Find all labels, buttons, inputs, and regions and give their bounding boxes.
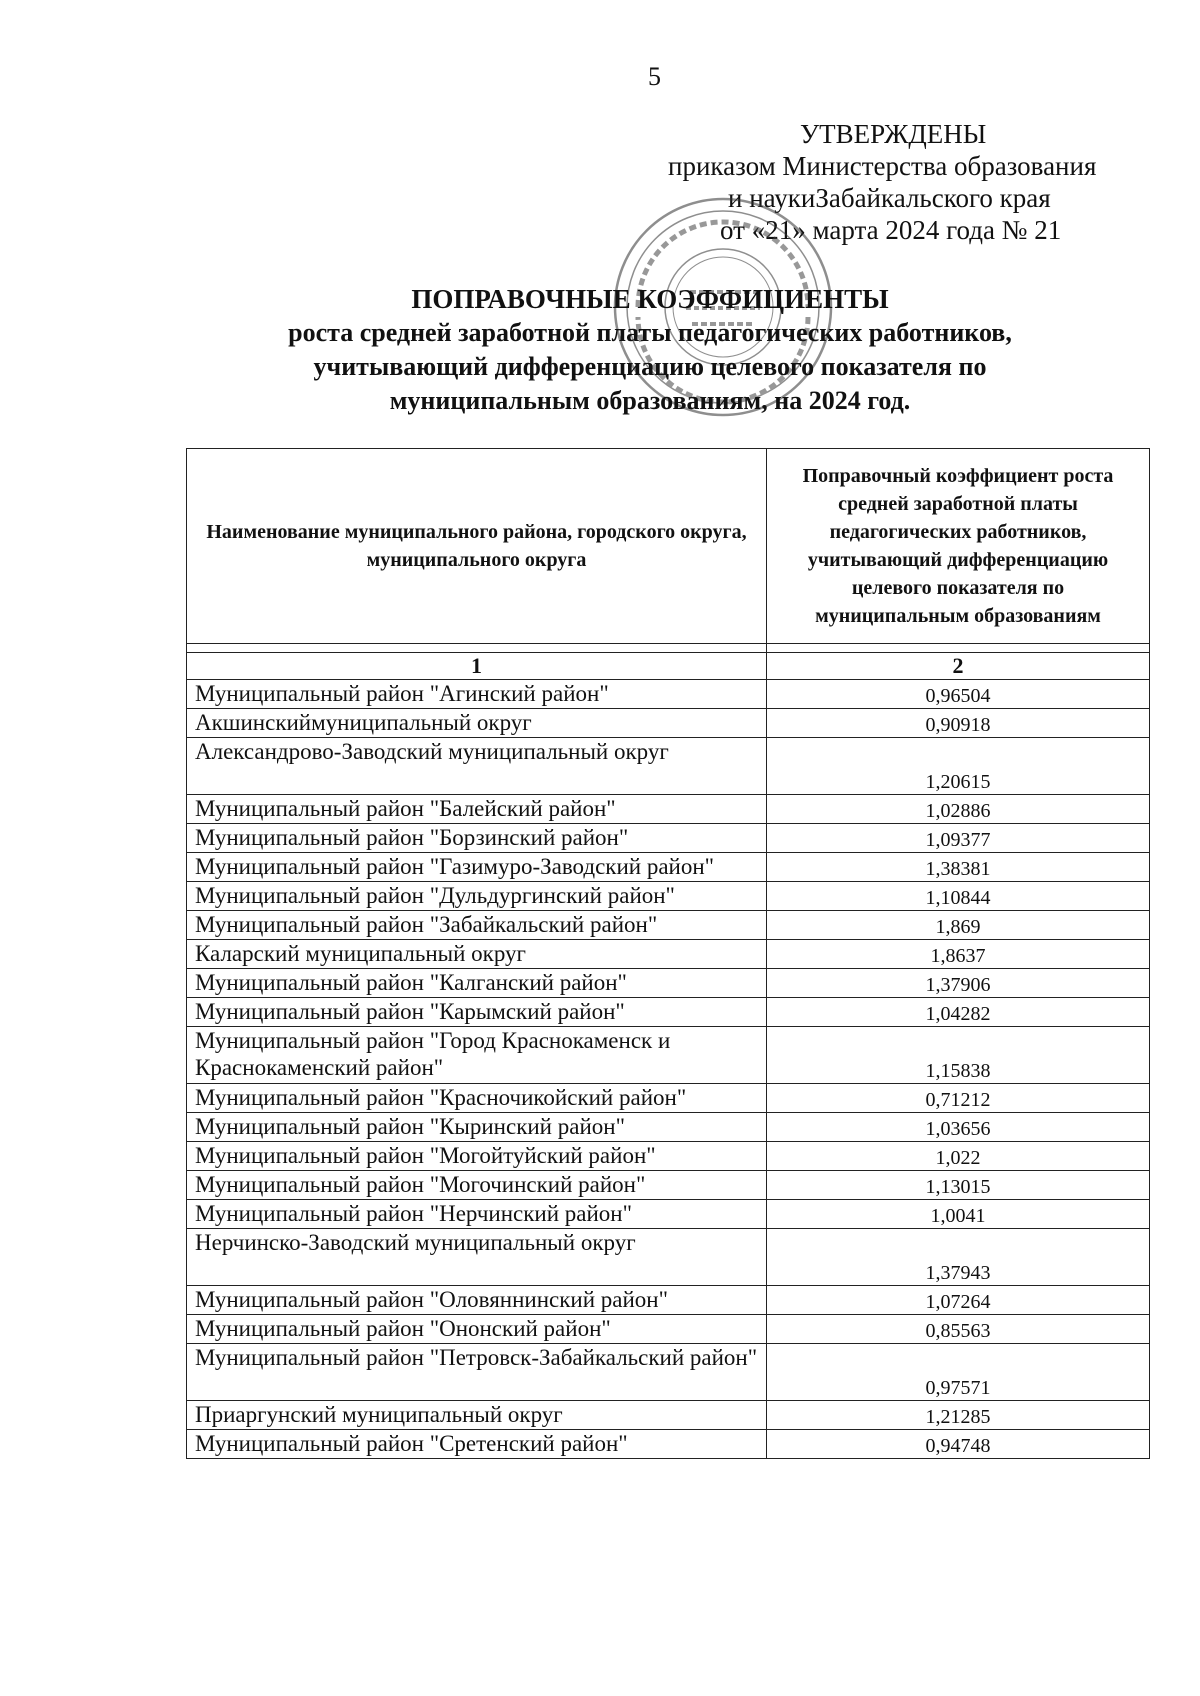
municipality-name: Муниципальный район "Красночикойский район" <box>187 1084 767 1113</box>
table-row <box>187 1200 1150 1229</box>
municipality-name: Муниципальный район "Оловяннинский район" <box>187 1286 767 1315</box>
table-row <box>187 1113 1150 1142</box>
municipality-name: Муниципальный район "Газимуро-Заводский район" <box>187 853 767 882</box>
coefficient-value: 1,37906 <box>767 969 1150 998</box>
coefficient-value: 1,869 <box>767 911 1150 940</box>
municipality-name: Муниципальный район "Сретенский район" <box>187 1430 767 1459</box>
coefficient-value: 0,85563 <box>767 1315 1150 1344</box>
page-number: 5 <box>648 62 661 91</box>
coefficient-value: 1,37943 <box>767 1229 1150 1286</box>
municipality-name: Муниципальный район "Могойтуйский район" <box>187 1142 767 1171</box>
table-row <box>187 911 1150 940</box>
table-row <box>187 824 1150 853</box>
approval-block <box>668 118 1128 246</box>
table-row <box>187 1142 1150 1171</box>
title-line-1: ПОПРАВОЧНЫЕ КОЭФФИЦИЕНТЫ <box>411 284 889 314</box>
municipality-name: Муниципальный район "Дульдургинский район" <box>187 882 767 911</box>
table-row <box>187 1229 1150 1286</box>
header-spacer <box>187 644 1150 653</box>
table-row <box>187 882 1150 911</box>
table-row <box>187 1401 1150 1430</box>
municipality-name: Муниципальный район "Петровск-Забайкальский район" <box>187 1344 767 1401</box>
table-row <box>187 709 1150 738</box>
coefficient-value: 0,94748 <box>767 1430 1150 1459</box>
coefficient-value: 0,96504 <box>767 680 1150 709</box>
column-number-2: 2 <box>767 653 1150 680</box>
coefficient-value: 1,02886 <box>767 795 1150 824</box>
municipality-name: Муниципальный район "Город Краснокаменск и Краснокаменский район" <box>187 1027 767 1084</box>
table-row <box>187 795 1150 824</box>
table-row <box>187 940 1150 969</box>
coefficient-value: 0,71212 <box>767 1084 1150 1113</box>
table-row <box>187 1344 1150 1401</box>
title-line-4: муниципальным образованиям, на 2024 год. <box>389 386 911 415</box>
coefficient-value: 1,03656 <box>767 1113 1150 1142</box>
table-row <box>187 1430 1150 1459</box>
column-number-1: 1 <box>187 653 767 680</box>
table-row <box>187 1084 1150 1113</box>
coefficients-table <box>186 448 1150 1459</box>
approval-line-4: от «21» марта 2024 года № 21 <box>720 215 1062 245</box>
coefficient-value: 1,0041 <box>767 1200 1150 1229</box>
title-line-2: роста средней заработной платы педагогических работников, <box>288 318 1012 347</box>
approval-line-2: приказом Министерства образования <box>668 151 1097 181</box>
municipality-name: Каларский муниципальный округ <box>187 940 767 969</box>
approval-line-1: УТВЕРЖДЕНЫ <box>800 119 987 149</box>
column-number-row <box>187 653 1150 680</box>
municipality-name: Муниципальный район "Ононский район" <box>187 1315 767 1344</box>
document-title <box>190 282 1110 418</box>
municipality-name: Муниципальный район "Калганский район" <box>187 969 767 998</box>
coefficient-value: 1,8637 <box>767 940 1150 969</box>
coefficient-value: 1,022 <box>767 1142 1150 1171</box>
coefficient-value: 0,90918 <box>767 709 1150 738</box>
table-row <box>187 680 1150 709</box>
municipality-name: Александрово-Заводский муниципальный округ <box>187 738 767 795</box>
table-row <box>187 853 1150 882</box>
municipality-name: Муниципальный район "Кыринский район" <box>187 1113 767 1142</box>
coefficient-value: 1,21285 <box>767 1401 1150 1430</box>
table-row <box>187 738 1150 795</box>
header-municipality: Наименование муниципального района, городского округа, муниципального округа <box>187 449 767 644</box>
coefficient-value: 1,10844 <box>767 882 1150 911</box>
municipality-name: Муниципальный район "Забайкальский район" <box>187 911 767 940</box>
table-row <box>187 1315 1150 1344</box>
table-row <box>187 969 1150 998</box>
table-row <box>187 998 1150 1027</box>
table-row <box>187 1286 1150 1315</box>
table-row <box>187 1171 1150 1200</box>
coefficient-value: 1,20615 <box>767 738 1150 795</box>
municipality-name: Муниципальный район "Агинский район" <box>187 680 767 709</box>
coefficient-value: 1,13015 <box>767 1171 1150 1200</box>
approval-line-3: и наукиЗабайкальского края <box>728 183 1051 213</box>
coefficient-value: 1,07264 <box>767 1286 1150 1315</box>
municipality-name: Муниципальный район "Борзинский район" <box>187 824 767 853</box>
municipality-name: Муниципальный район "Нерчинский район" <box>187 1200 767 1229</box>
coefficient-value: 1,38381 <box>767 853 1150 882</box>
coefficient-value: 1,09377 <box>767 824 1150 853</box>
municipality-name: Муниципальный район "Балейский район" <box>187 795 767 824</box>
municipality-name: Муниципальный район "Могочинский район" <box>187 1171 767 1200</box>
title-line-3: учитывающий дифференциацию целевого показателя по <box>313 352 987 381</box>
header-coefficient: Поправочный коэффициент роста средней заработной платы педагогических работников, учитывающий дифференциацию целевого показателя по муниципальным образованиям <box>767 449 1150 644</box>
coefficient-value: 1,04282 <box>767 998 1150 1027</box>
municipality-name: Приаргунский муниципальный округ <box>187 1401 767 1430</box>
municipality-name: Акшинскиймуниципальный округ <box>187 709 767 738</box>
municipality-name: Муниципальный район "Карымский район" <box>187 998 767 1027</box>
coefficient-value: 1,15838 <box>767 1027 1150 1084</box>
coefficient-value: 0,97571 <box>767 1344 1150 1401</box>
table-row <box>187 1027 1150 1084</box>
municipality-name: Нерчинско-Заводский муниципальный округ <box>187 1229 767 1286</box>
table-header-row <box>187 449 1150 644</box>
